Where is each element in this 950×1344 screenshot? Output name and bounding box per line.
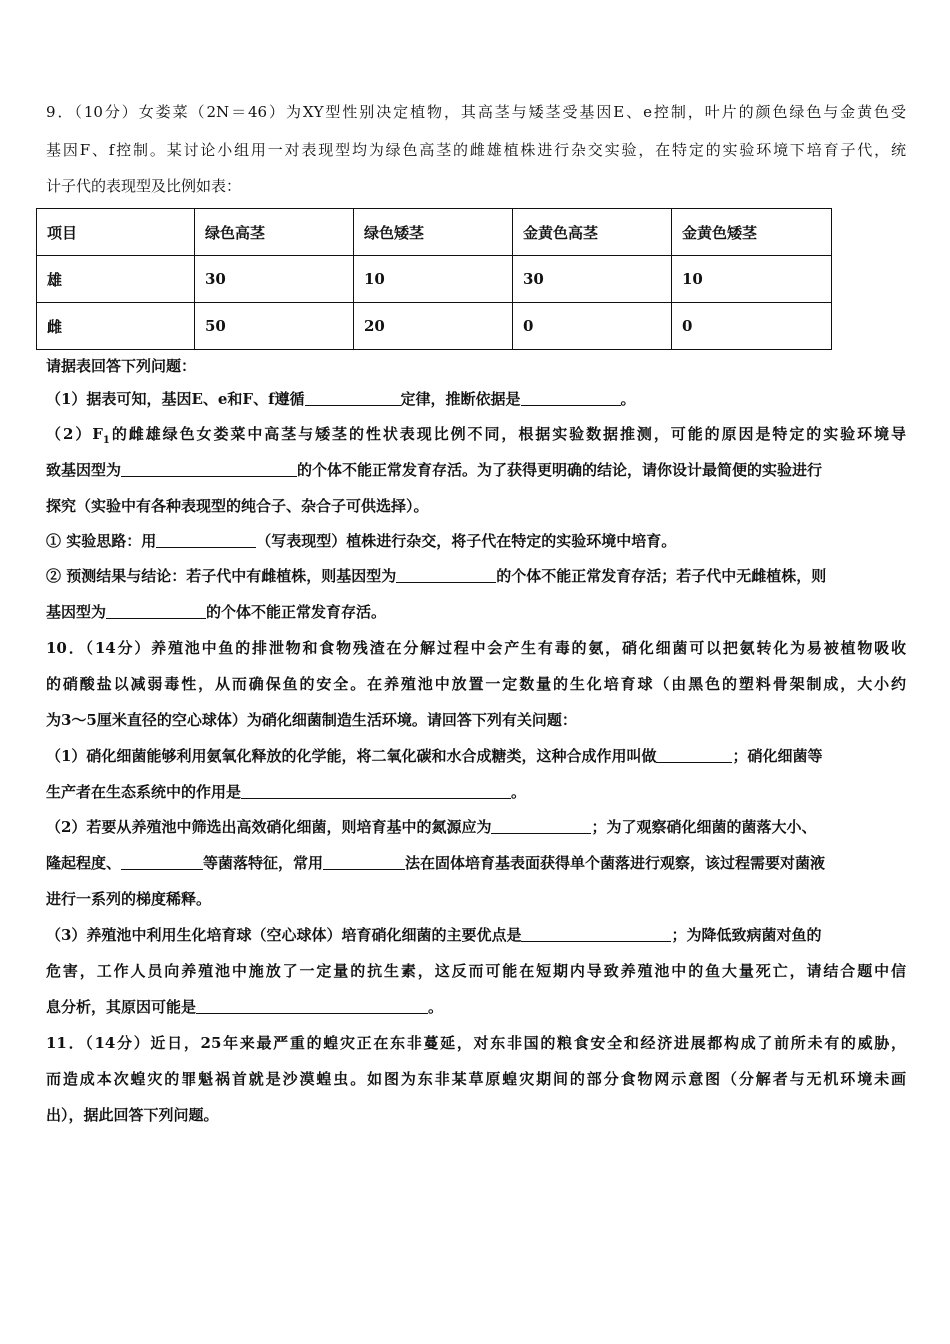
q9-line-2: 基因F、f控制。某讨论小组用一对表现型均为绿色高茎的雌雄植株进行杂交实验，在特定的实验环境下培育子代，统 <box>46 141 906 159</box>
q10-part-3-line-2: 危害，工作人员向养殖池中施放了一定量的抗生素，这反而可能在短期内导致养殖池中的鱼大量死亡，请结合题中信 <box>46 962 906 980</box>
q9-sub-4-line-2 <box>46 602 906 622</box>
text-span: 等菌落特征，常用 <box>203 854 324 872</box>
text-span: 的个体不能正常发育存活；若子代中无雌植株，则 <box>496 567 827 585</box>
table-cell: 0 <box>672 303 832 350</box>
table-header-cell: 项目 <box>37 209 195 256</box>
text-span: 息分析，其原因可能是 <box>46 998 197 1016</box>
offspring-table <box>36 208 832 350</box>
answer-blank[interactable] <box>241 783 511 799</box>
text-span: 致基因型为 <box>46 461 122 479</box>
q10-line-2: 的硝酸盐以减弱毒性，从而确保鱼的安全。在养殖池中放置一定数量的生化培育球（由黑色的塑料骨架制成，大小约 <box>46 675 906 693</box>
text-span: （2）若要从养殖池中筛选出高效硝化细菌，则培育基中的氮源应为 <box>46 818 492 836</box>
text-span: （2）F <box>46 425 103 443</box>
table-cell: 30 <box>513 256 672 303</box>
table-cell: 雄 <box>37 256 195 303</box>
table-cell: 20 <box>354 303 513 350</box>
q9-sub-2-line-2 <box>46 460 906 480</box>
table-row <box>37 256 832 303</box>
q10-part-3-line-3 <box>46 997 906 1017</box>
answer-blank[interactable] <box>121 854 203 870</box>
q9-prompt: 请据表回答下列问题： <box>46 357 197 375</box>
table-cell: 10 <box>354 256 513 303</box>
text-span: 隆起程度、 <box>46 854 122 872</box>
table-header-cell: 绿色高茎 <box>195 209 354 256</box>
q10-part-1-line-1 <box>46 746 906 766</box>
table-header-cell: 金黄色高茎 <box>513 209 672 256</box>
text-span: （3）养殖池中利用生化培育球（空心球体）培育硝化细菌的主要优点是 <box>46 926 522 944</box>
text-span: 。 <box>511 783 527 801</box>
text-span: 基因型为 <box>46 603 107 621</box>
q10-line-1: 10．（14分）养殖池中鱼的排泄物和食物残渣在分解过程中会产生有毒的氨，硝化细菌可以把氨转化为易被植物吸收 <box>46 639 906 657</box>
q10-part-3-line-1 <box>46 925 906 945</box>
text-span: 的个体不能正常发育存活。为了获得更明确的结论，请你设计最简便的实验进行 <box>297 461 823 479</box>
answer-blank[interactable] <box>106 603 206 619</box>
table-header-row <box>37 209 832 256</box>
q10-part-1-line-2 <box>46 782 906 802</box>
table-header-cell: 绿色矮茎 <box>354 209 513 256</box>
text-span: （1）硝化细菌能够利用氨氧化释放的化学能，将二氧化碳和水合成糖类，这种合成作用叫做 <box>46 747 657 765</box>
table-header-cell: 金黄色矮茎 <box>672 209 832 256</box>
text-span: 生产者在生态系统中的作用是 <box>46 783 242 801</box>
answer-blank[interactable] <box>521 390 621 406</box>
text-span: ；为降低致病菌对鱼的 <box>671 926 822 944</box>
subscript: 1 <box>102 435 110 446</box>
answer-blank[interactable] <box>396 567 496 583</box>
answer-blank[interactable] <box>656 747 732 763</box>
table-cell: 30 <box>195 256 354 303</box>
q9-sub-3 <box>46 531 906 551</box>
table-cell: 10 <box>672 256 832 303</box>
answer-blank[interactable] <box>156 532 256 548</box>
q11-line-2: 而造成本次蝗灾的罪魁祸首就是沙漠蝗虫。如图为东非某草原蝗灾期间的部分食物网示意图（分解者与无机环境未画 <box>46 1070 906 1088</box>
text-span: 。 <box>620 390 636 408</box>
q10-part-2-line-1 <box>46 817 906 837</box>
text-span: （1）据表可知，基因E、e和F、f遵循 <box>46 390 305 408</box>
q11-line-1: 11．（14分）近日，25年来最严重的蝗灾正在东非蔓延，对东非国的粮食安全和经济进展都构成了前所未有的威胁， <box>46 1034 906 1052</box>
table-cell: 雌 <box>37 303 195 350</box>
text-span: ② 预测结果与结论：若子代中有雌植株，则基因型为 <box>46 567 397 585</box>
q9-sub-2-line-3: 探究（实验中有各种表现型的纯合子、杂合子可供选择）。 <box>46 497 429 515</box>
answer-blank[interactable] <box>491 818 591 834</box>
q9-line-3: 计子代的表现型及比例如表： <box>46 177 242 195</box>
text-span: 法在固体培育基表面获得单个菌落进行观察，该过程需要对菌液 <box>405 854 826 872</box>
q10-part-2-line-3: 进行一系列的梯度稀释。 <box>46 890 212 908</box>
text-span: 的个体不能正常发育存活。 <box>206 603 387 621</box>
answer-blank[interactable] <box>305 390 401 406</box>
table-cell: 0 <box>513 303 672 350</box>
text-span: ；为了观察硝化细菌的菌落大小、 <box>591 818 817 836</box>
table-row <box>37 303 832 350</box>
q9-sub-1 <box>46 389 906 409</box>
q10-line-3: 为3～5厘米直径的空心球体）为硝化细菌制造生活环境。请回答下列有关问题： <box>46 711 577 729</box>
text-span: 的雌雄绿色女娄菜中高茎与矮茎的性状表现比例不同，根据实验数据推测，可能的原因是特定的实验环境导 <box>109 425 906 443</box>
table-cell: 50 <box>195 303 354 350</box>
text-span: 。 <box>428 998 444 1016</box>
q9-sub-4-line-1 <box>46 566 906 586</box>
answer-blank[interactable] <box>323 854 405 870</box>
text-span: 定律，推断依据是 <box>400 390 521 408</box>
q11-line-3: 出），据此回答下列问题。 <box>46 1106 219 1124</box>
answer-blank[interactable] <box>521 926 671 942</box>
text-span: ；硝化细菌等 <box>732 747 823 765</box>
answer-blank[interactable] <box>121 461 297 477</box>
text-span: （写表现型）植株进行杂交，将子代在特定的实验环境中培育。 <box>256 532 677 550</box>
answer-blank[interactable] <box>196 998 428 1014</box>
text-span: ① 实验思路：用 <box>46 532 157 550</box>
q10-part-2-line-2 <box>46 853 906 873</box>
q9-line-1: 9．（10分）女娄菜（2N＝46）为XY型性别决定植物，其高茎与矮茎受基因E、e控制，叶片的颜色绿色与金黄色受 <box>46 103 906 121</box>
q9-sub-2-line-1 <box>46 424 906 451</box>
